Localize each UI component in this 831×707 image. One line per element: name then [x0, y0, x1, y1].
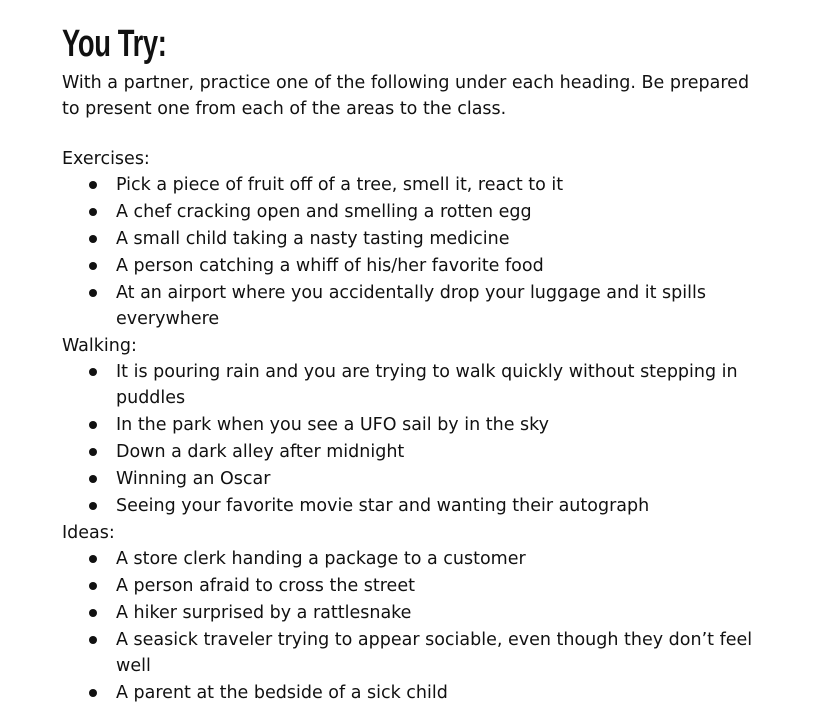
section-exercises — [62, 146, 782, 332]
section-walking — [62, 333, 782, 519]
bullet-icon — [89, 368, 97, 376]
bullet-icon — [89, 582, 97, 590]
list-item: At an airport where you accidentally drop your luggage and it spills everywhere — [62, 280, 760, 332]
bullet-icon — [89, 689, 97, 697]
intro-paragraph: With a partner, practice one of the following under each heading. Be prepared to present one from each of the areas to the class. — [62, 73, 750, 119]
section-heading-walking: Walking: — [62, 336, 137, 356]
page-title: You Try: — [62, 23, 167, 65]
list-item: Winning an Oscar — [62, 466, 760, 492]
bullet-icon — [89, 235, 97, 243]
bullet-icon — [89, 262, 97, 270]
bullet-icon — [89, 636, 97, 644]
list-item: A chef cracking open and smelling a rotten egg — [62, 199, 760, 225]
list-item: A small child taking a nasty tasting medicine — [62, 226, 760, 252]
section-ideas — [62, 520, 782, 706]
list-item: In the park when you see a UFO sail by in the sky — [62, 412, 760, 438]
bullet-icon — [89, 475, 97, 483]
bullet-icon — [89, 502, 97, 510]
list-item: A hiker surprised by a rattlesnake — [62, 600, 760, 626]
bullet-icon — [89, 181, 97, 189]
list-item: A seasick traveler trying to appear sociable, even though they don’t feel well — [62, 627, 760, 679]
ideas-list — [62, 546, 782, 706]
list-item: A parent at the bedside of a sick child — [62, 680, 760, 706]
bullet-icon — [89, 208, 97, 216]
section-heading-ideas: Ideas: — [62, 523, 115, 543]
sections — [62, 146, 782, 707]
bullet-icon — [89, 289, 97, 297]
list-item: Down a dark alley after midnight — [62, 439, 760, 465]
list-item: Pick a piece of fruit off of a tree, smell it, react to it — [62, 172, 760, 198]
bullet-icon — [89, 609, 97, 617]
list-item: A store clerk handing a package to a customer — [62, 546, 760, 572]
section-heading-exercises: Exercises: — [62, 149, 150, 169]
list-item: A person afraid to cross the street — [62, 573, 760, 599]
bullet-icon — [89, 421, 97, 429]
list-item: It is pouring rain and you are trying to walk quickly without stepping in puddles — [62, 359, 760, 411]
bullet-icon — [89, 448, 97, 456]
walking-list — [62, 359, 782, 519]
exercises-list — [62, 172, 782, 332]
list-item: Seeing your favorite movie star and wanting their autograph — [62, 493, 760, 519]
bullet-icon — [89, 555, 97, 563]
list-item: A person catching a whiff of his/her favorite food — [62, 253, 760, 279]
